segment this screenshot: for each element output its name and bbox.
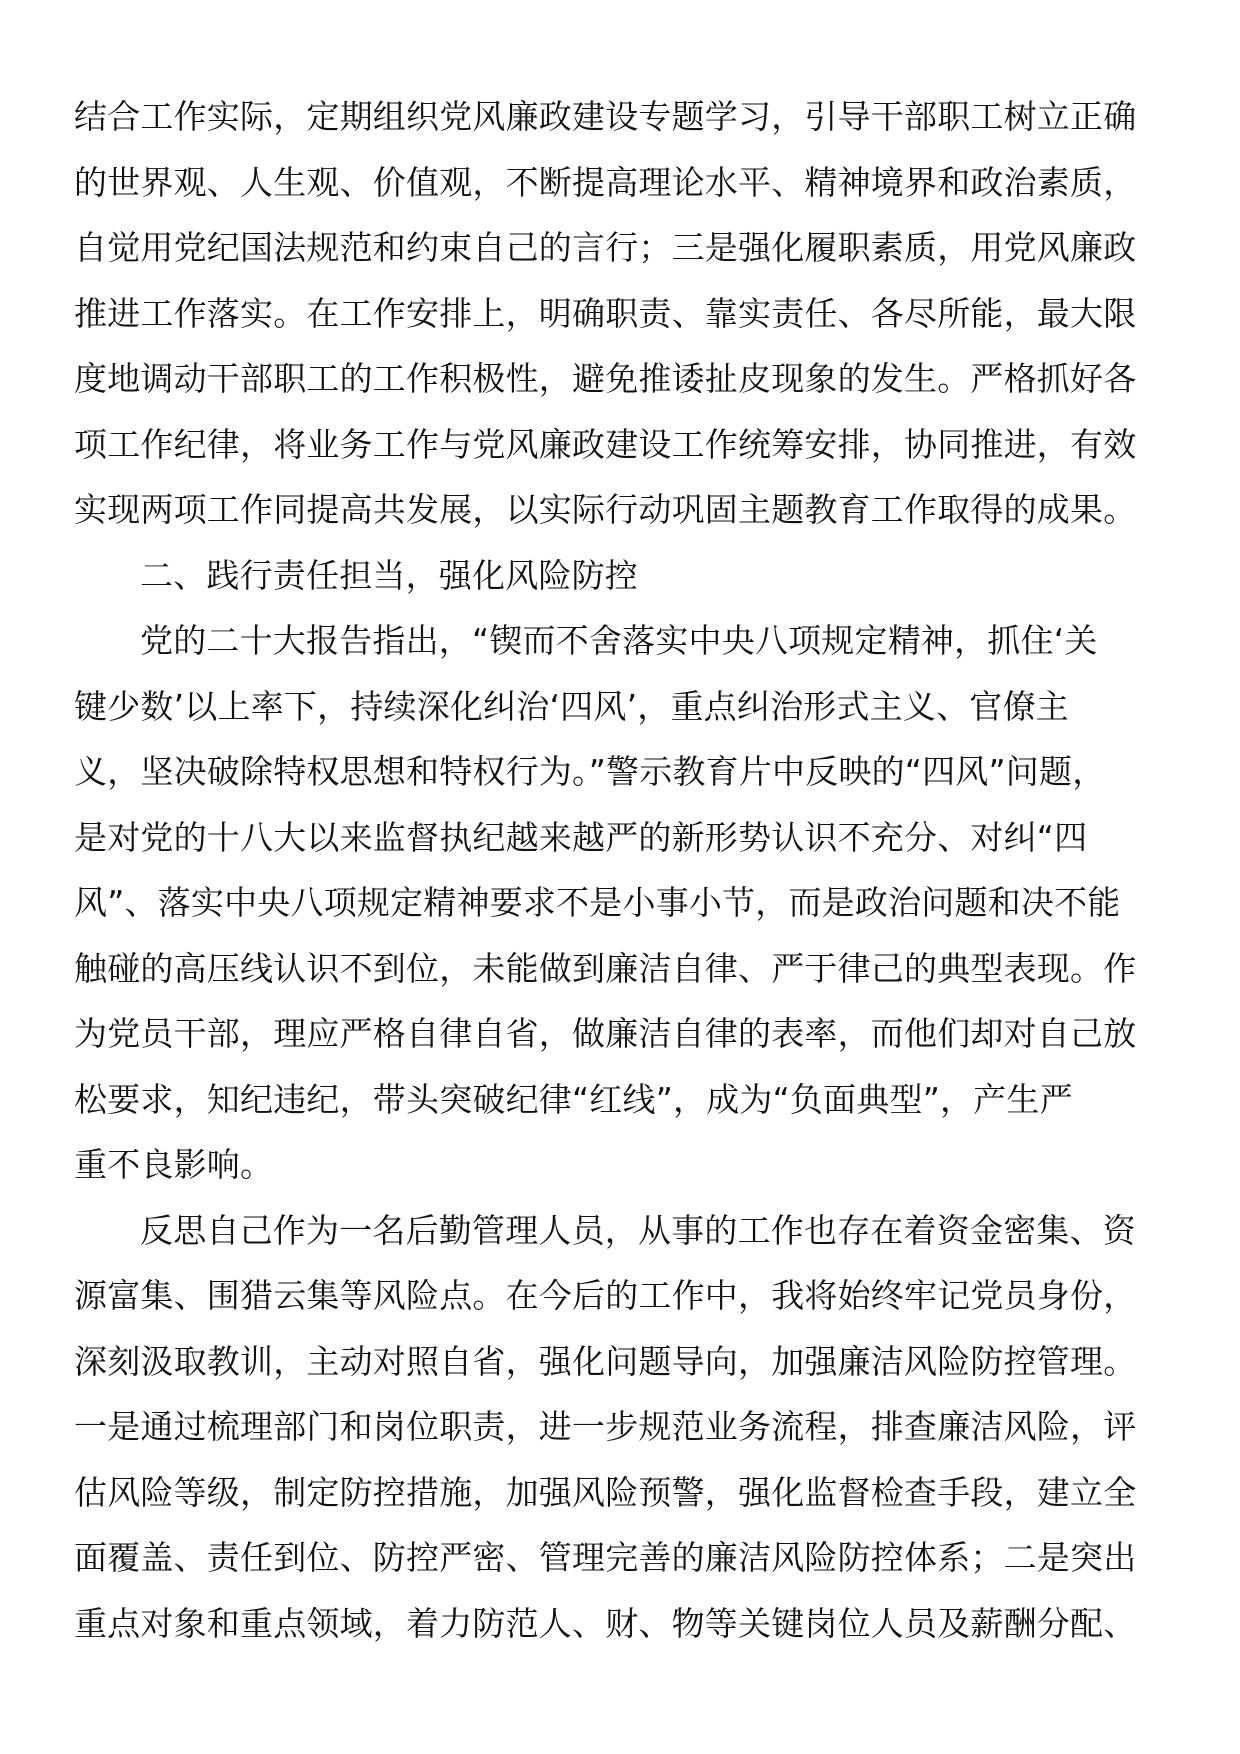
text-line: 一是通过梳理部门和岗位职责，进一步规范业务流程，排查廉洁风险，评 bbox=[74, 1407, 1137, 1446]
text-line: 义，坚决破除特权思想和特权行为。”警示教育片中反映的“四风”问题， bbox=[74, 752, 1106, 791]
paragraph-report-quote bbox=[74, 608, 1174, 1198]
paragraph-continuation bbox=[74, 84, 1174, 543]
text-line: 党的二十大报告指出，“锲而不舍落实中央八项规定精神，抓住‘关 bbox=[140, 621, 1098, 660]
text-line: 度地调动干部职工的工作积极性，避免推诿扯皮现象的发生。严格抓好各 bbox=[74, 359, 1137, 398]
text-line: 风”、落实中央八项规定精神要求不是小事小节，而是政治问题和决不能 bbox=[74, 883, 1121, 922]
text-line: 项工作纪律，将业务工作与党风廉政建设工作统筹安排，协同推进，有效 bbox=[74, 424, 1137, 464]
text-line: 源富集、围猎云集等风险点。在今后的工作中，我将始终牢记党员身份， bbox=[74, 1276, 1137, 1315]
paragraph-self-reflection bbox=[74, 1198, 1174, 1657]
text-line: 自觉用党纪国法规范和约束自己的言行；三是强化履职素质，用党风廉政 bbox=[74, 228, 1137, 267]
text-line: 面覆盖、责任到位、防控严密、管理完善的廉洁风险防控体系；二是突出 bbox=[74, 1538, 1137, 1577]
text-line: 松要求，知纪违纪，带头突破纪律“红线”，成为“负面典型”，产生严 bbox=[74, 1079, 1073, 1119]
text-line: 深刻汲取教训，主动对照自省，强化问题导向，加强廉洁风险防控管理。 bbox=[74, 1341, 1137, 1381]
text-line: 反思自己作为一名后勤管理人员，从事的工作也存在着资金密集、资 bbox=[140, 1210, 1136, 1250]
text-line: 重点对象和重点领域，着力防范人、财、物等关键岗位人员及薪酬分配、 bbox=[74, 1603, 1137, 1643]
text-line: 是对党的十八大以来监督执纪越来越严的新形势认识不充分、对纠“四 bbox=[74, 817, 1088, 857]
text-line: 结合工作实际，定期组织党风廉政建设专题学习，引导干部职工树立正确 bbox=[74, 97, 1137, 136]
text-line: 触碰的高压线认识不到位，未能做到廉洁自律、严于律己的典型表现。作 bbox=[74, 948, 1137, 988]
document-body bbox=[74, 84, 1174, 1656]
text-line: 估风险等级，制定防控措施，加强风险预警，强化监督检查手段，建立全 bbox=[74, 1472, 1137, 1512]
section-heading: 二、践行责任担当，强化风险防控 bbox=[140, 555, 638, 595]
text-line: 的世界观、人生观、价值观，不断提高理论水平、精神境界和政治素质， bbox=[74, 162, 1137, 202]
text-line: 键少数’以上率下，持续深化纠治‘四风’，重点纠治形式主义、官僚主 bbox=[74, 686, 1069, 726]
text-line: 实现两项工作同提高共发展，以实际行动巩固主题教育工作取得的成果。 bbox=[74, 490, 1137, 529]
text-line: 重不良影响。 bbox=[74, 1145, 274, 1184]
text-line: 为党员干部，理应严格自律自省，做廉洁自律的表率，而他们却对自己放 bbox=[74, 1014, 1137, 1053]
text-line: 推进工作落实。在工作安排上，明确职责、靠实责任、各尽所能，最大限 bbox=[74, 293, 1137, 333]
